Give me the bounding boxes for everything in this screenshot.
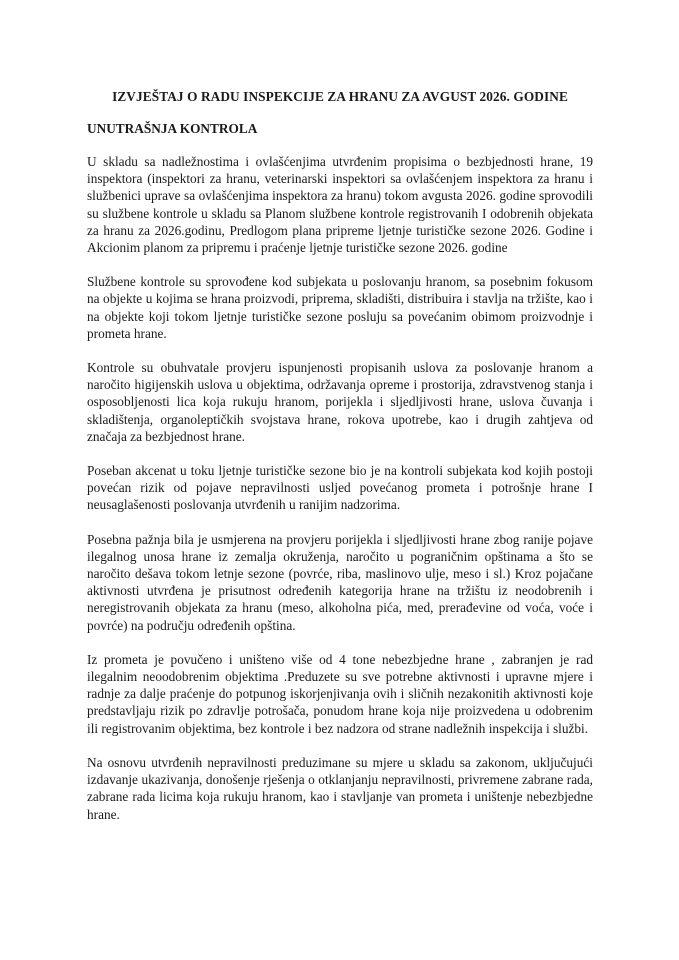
paragraph-7: Na osnovu utvrđenih nepravilnosti preduzimane su mjere u skladu sa zakonom, uključujući izdavanje ukazivanja, donošenje rješenja o otklanjanju nepravilnosti, privremene zabrane rada, zabrane rada licima koja rukuju hranom, kao i stavljanje van prometa i uništenje nebezbjedne hrane. <box>87 754 593 822</box>
paragraph-4: Poseban akcenat u toku ljetnje turističke sezone bio je na kontroli subjekata kod kojih postoji povećan rizik od pojave nepravilnosti usljed povećanog prometa i potrošnje hrane I neusaglašenosti poslovanja utvrđenih u ranijim nadzorima. <box>87 463 593 513</box>
document-title: IZVJEŠTAJ O RADU INSPEKCIJE ZA HRANU ZA AVGUST 2026. GODINE <box>112 89 568 104</box>
paragraph-3: Kontrole su obuhvatale provjeru ispunjenosti propisanih uslova za poslovanje hranom a naročito higijenskih uslova u objektima, održavanja opreme i prostorija, zdravstvenog stanja i osposobljenosti lica koja rukuju hranom, porijekla i sljedljivosti hrane, uslova čuvanja i skladištenja, organoleptičkih svojstava hrane, rokova upotrebe, kao i drugih zahtjeva od značaja za bezbjednost hrane. <box>87 360 593 444</box>
paragraph-5: Posebna pažnja bila je usmjerena na provjeru porijekla i sljedljivosti hrane zbog ranije pojave ilegalnog unosa hrane iz zemalja okruženja, naročito u pograničnim opštinama a što se naročito dešava tokom letnje sezone (povrće, riba, maslinovo ulje, meso i sl.) Kroz pojačane aktivnosti utvrđena je prisutnost određenih kategorija hrane na tržištu iz neodobrenih i neregistrovanih objekata za hranu (meso, alkoholna pića, med, prerađevine od voća, voće i povrće) na području određenih opština. <box>87 531 593 633</box>
paragraph-1: U skladu sa nadležnostima i ovlašćenjima utvrđenim propisima o bezbjednosti hrane, 19 inspektora (inspektori za hranu, veterinarski inspektori sa ovlašćenjem inspektora za hranu i službenici uprave sa ovlašćenjima inspektora za hranu) tokom avgusta 2026. godine sprovodili su službene kontrole u skladu sa Planom službene kontrole registrovanih I odobrenih objekata za hranu za 2026.godinu, Predlogom plana pripreme ljetnje turističke sezone 2026. Godine i Akcionim planom za pripremu i praćenje ljetnje turističke sezone 2026. godine <box>87 154 593 256</box>
paragraph-6: Iz prometa je povučeno i uništeno više od 4 tone nebezbjedne hrane , zabranjen je rad ilegalnim neoodobrenim objektima .Preduzete su sve potrebne aktivnosti i upravne mjere i radnje za dalje praćenje do potpunog iskorjenjivanja ovih i sličnih nezakonitih aktivnosti koje predstavljaju rizik po zdravlje potrošača, ponudom hrane koja nije proizvedena u odobrenim ili registrovanim objektima, bez kontrole i bez nadzora od strane nadležnih inspekcija i službi. <box>87 651 593 736</box>
section-heading: UNUTRAŠNJA KONTROLA <box>87 121 258 136</box>
paragraph-2: Službene kontrole su sprovođene kod subjekata u poslovanju hranom, sa posebnim fokusom na objekte u kojima se hrana proizvodi, priprema, skladišti, distribuira i stavlja na tržište, kao i na objekte koji tokom ljetnje turističke sezone posluju sa povećanim obimom proizvodnje i prometa hrane. <box>87 274 593 341</box>
